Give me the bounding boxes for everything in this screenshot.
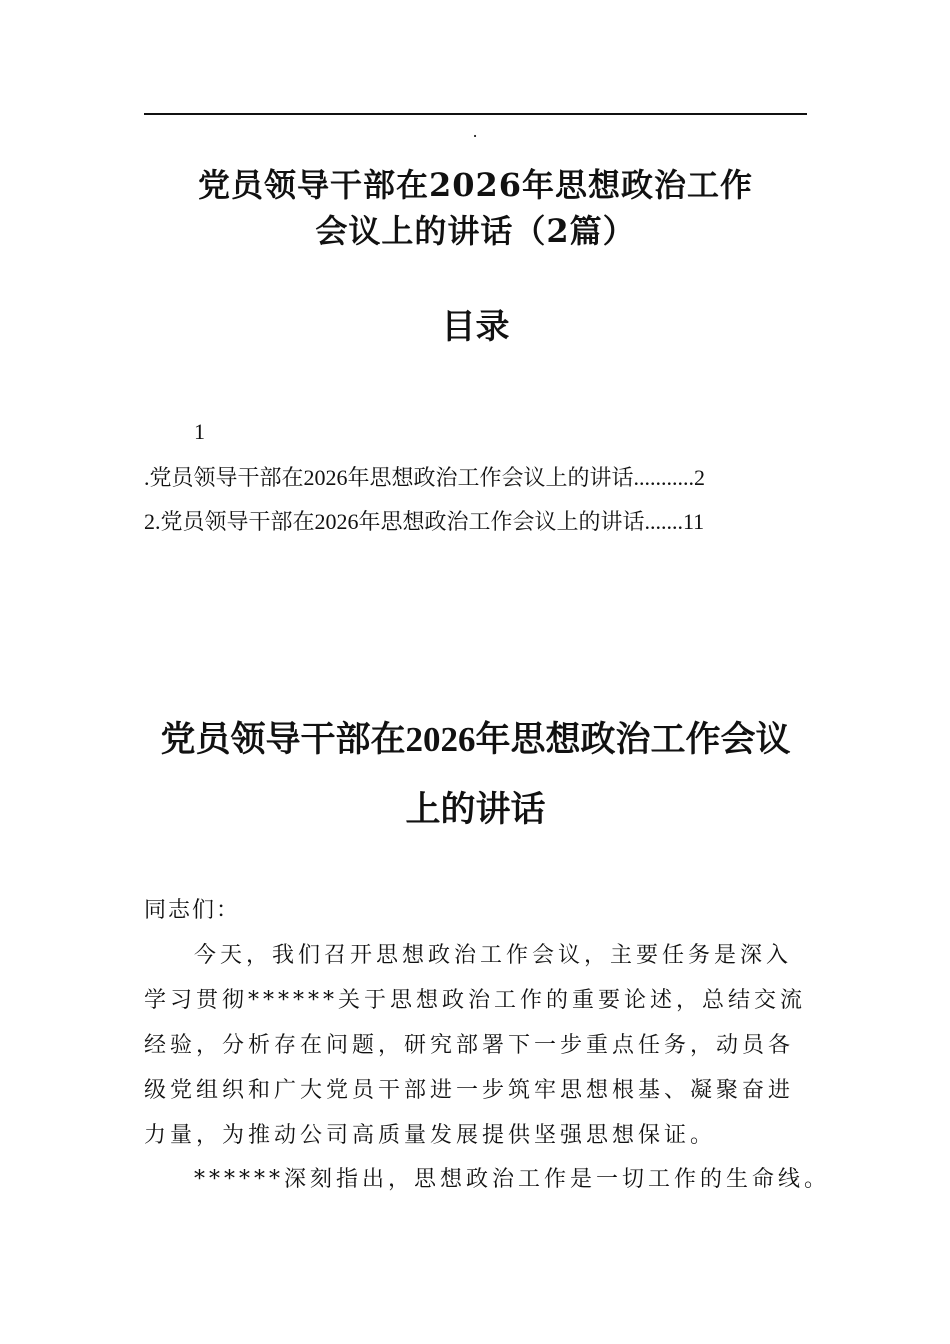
toc-heading: 目录 bbox=[441, 307, 510, 347]
header-rule bbox=[144, 113, 807, 115]
paragraph-1-line-3: 经验，分析存在问题，研究部署下一步重点任务，动员各 bbox=[144, 1033, 795, 1058]
greeting: 同志们： bbox=[144, 898, 241, 923]
cover-title-line-1: 党员领导干部在2026年思想政治工作 bbox=[197, 166, 754, 204]
paragraph-2-line-1: ******深刻指出，思想政治工作是一切工作的生命线。 bbox=[194, 1167, 831, 1192]
cover-title-line-2: 会议上的讲话（2篇） bbox=[315, 212, 636, 250]
paragraph-1 bbox=[144, 933, 807, 1158]
article-title-line-1: 党员领导干部在2026年思想政治工作会议 bbox=[160, 720, 791, 759]
toc-item-1-number: 1 bbox=[194, 419, 205, 444]
article-title bbox=[144, 705, 807, 845]
toc-item-2-link[interactable]: 2.党员领导干部在2026年思想政治工作会议上的讲话.......11 bbox=[144, 509, 705, 534]
paragraph-1-line-5: 力量，为推动公司高质量发展提供坚强思想保证。 bbox=[144, 1123, 717, 1148]
toc-item-1-link[interactable]: .党员领导干部在2026年思想政治工作会议上的讲话...........2 bbox=[144, 465, 706, 490]
header-dot: . bbox=[472, 122, 478, 141]
paragraph-1-line-4: 级党组织和广大党员干部进一步筑牢思想根基、凝聚奋进 bbox=[144, 1078, 795, 1103]
paragraph-2 bbox=[144, 1157, 831, 1202]
article-title-line-2: 上的讲话 bbox=[405, 790, 546, 829]
cover-title bbox=[144, 162, 807, 254]
paragraph-1-line-2: 学习贯彻******关于思想政治工作的重要论述，总结交流 bbox=[144, 988, 807, 1013]
paragraph-1-line-1: 今天，我们召开思想政治工作会议，主要任务是深入 bbox=[194, 943, 793, 968]
